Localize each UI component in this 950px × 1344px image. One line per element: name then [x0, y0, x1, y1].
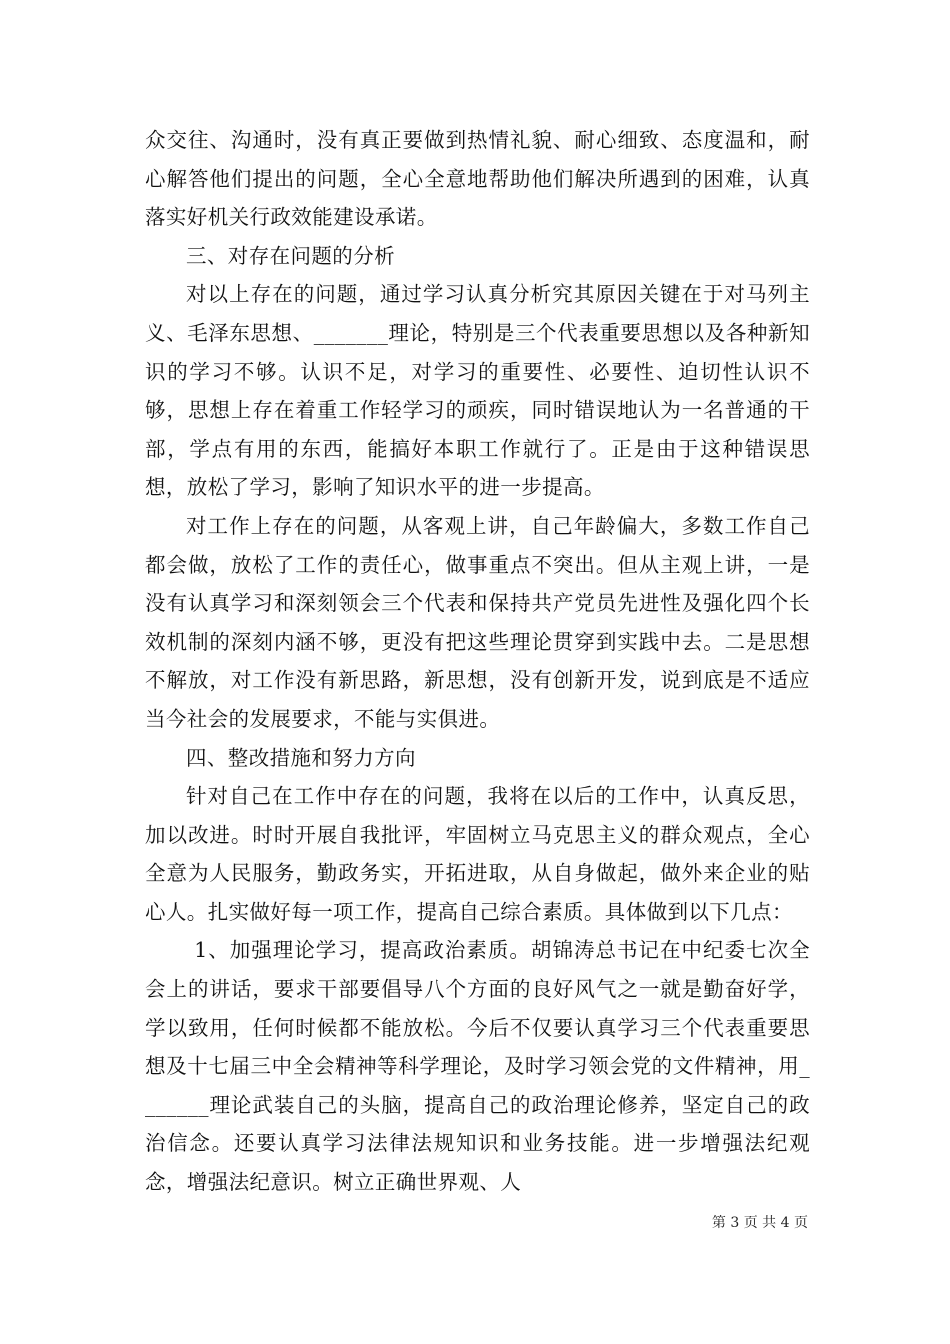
page-number-footer: 第 3 页 共 4 页 — [711, 1215, 808, 1231]
paragraph-continued: 众交往、沟通时，没有真正要做到热情礼貌、耐心细致、态度温和，耐心解答他们提出的问题，全心全意地帮助他们解决所遇到的困难，认真落实好机关行政效能建设承诺。 — [145, 128, 810, 230]
paragraph-measure-1: 1、加强理论学习，提高政治素质。胡锦涛总书记在中纪委七次全会上的讲话，要求干部要倡导八个方面的良好风气之一就是勤奋好学，学以致用，任何时候都不能放松。今后不仅要认真学习三个代表重要思想及十七届三中全会精神等科学理论，及时学习领会党的文件精神，用_______理论武装自己的头脑，提高自己的政治理论修养，坚定自己的政治信念。还要认真学习法律法规知识和业务技能。进一步增强法纪观念，增强法纪意识。树立正确世界观、人 — [145, 938, 810, 1195]
paragraph-analysis-work: 对工作上存在的问题，从客观上讲，自己年龄偏大，多数工作自己都会做，放松了工作的责任心，做事重点不突出。但从主观上讲，一是没有认真学习和深刻领会三个代表和保持共产党员先进性及强化四个长效机制的深刻内涵不够，更没有把这些理论贯穿到实践中去。二是思想不解放，对工作没有新思路，新思想，没有创新开发，说到底是不适应当今社会的发展要求，不能与实俱进。 — [145, 513, 810, 731]
paragraph-analysis-study: 对以上存在的问题，通过学习认真分析究其原因关键在于对马列主义、毛泽东思想、_______理论，特别是三个代表重要思想以及各种新知识的学习不够。认识不足，对学习的重要性、必要性、迫切性认识不够，思想上存在着重工作轻学习的顽疾，同时错误地认为一名普通的干部，学点有用的东西，能搞好本职工作就行了。正是由于这种错误思想，放松了学习，影响了知识水平的进一步提高。 — [145, 282, 810, 500]
paragraph-measures-intro: 针对自己在工作中存在的问题，我将在以后的工作中，认真反思，加以改进。时时开展自我批评，牢固树立马克思主义的群众观点，全心全意为人民服务，勤政务实，开拓进取，从自身做起，做外来企业的贴心人。扎实做好每一项工作，提高自己综合素质。具体做到以下几点： — [145, 784, 810, 924]
section-heading-measures: 四、整改措施和努力方向 — [186, 745, 416, 770]
document-body — [145, 121, 810, 1202]
section-heading-analysis: 三、对存在问题的分析 — [186, 243, 395, 268]
